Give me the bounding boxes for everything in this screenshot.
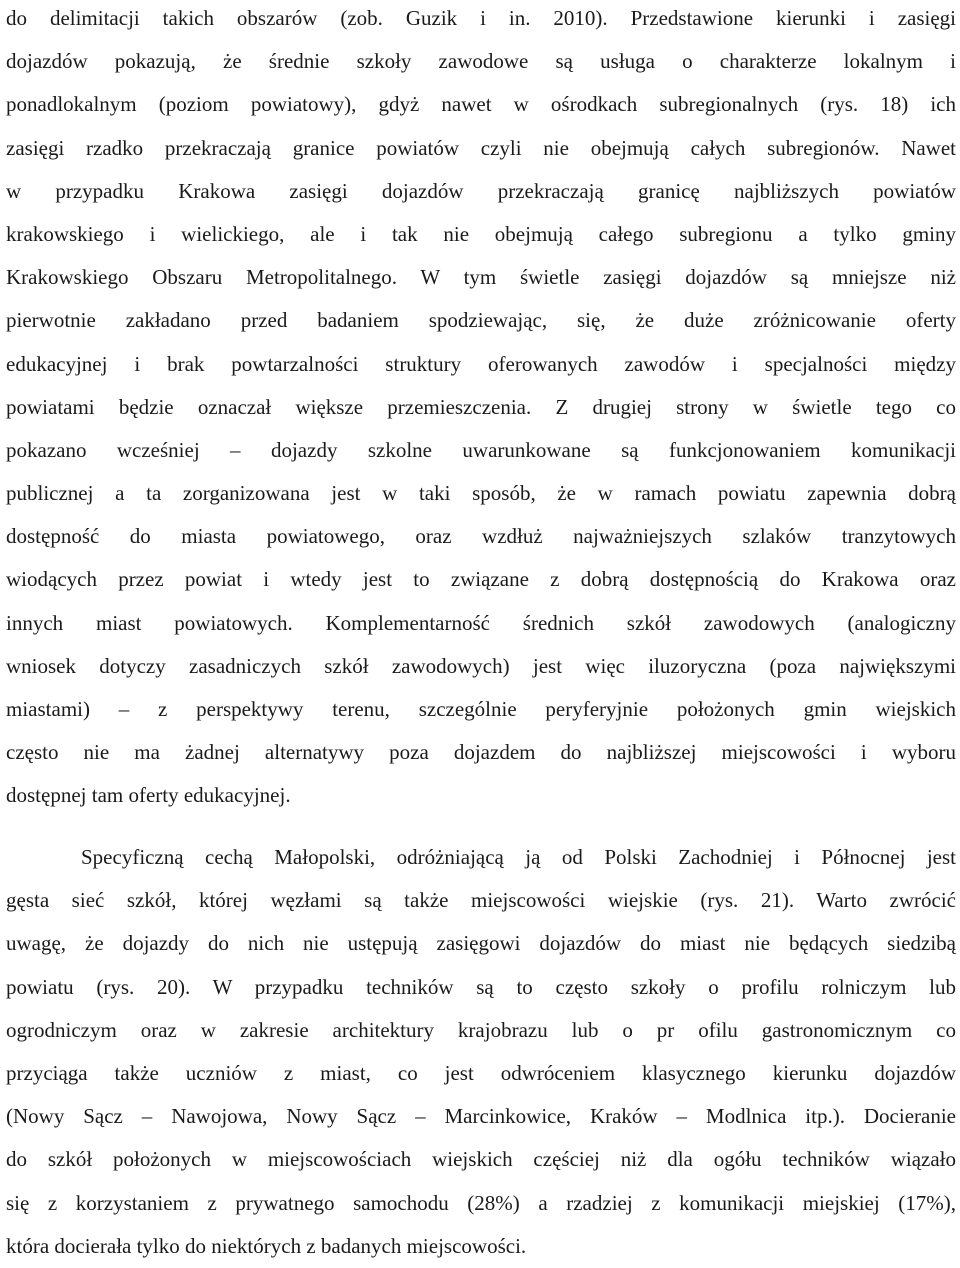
text-line: dostępność do miasta powiatowego, oraz wzdłuż najważniejszych szlaków tranzytowych bbox=[6, 524, 956, 549]
text-line: wniosek dotyczy zasadniczych szkół zawodowych) jest więc iluzoryczna (poza największymi bbox=[6, 653, 956, 678]
text-line: (Nowy Sącz – Nawojowa, Nowy Sącz – Marcinkowice, Kraków – Modlnica itp.). Docieranie bbox=[6, 1104, 956, 1129]
text-line: powiatu (rys. 20). W przypadku techników są to często szkoły o profilu rolniczym lub bbox=[6, 974, 956, 999]
text-line: Specyficzną cechą Małopolski, odróżniającą ją od Polski Zachodniej i Północnej jest bbox=[81, 845, 956, 869]
text-line: często nie ma żadnej alternatywy poza dojazdem do najbliższej miejscowości i wyboru bbox=[6, 740, 956, 765]
text-line: zasięgi rzadko przekraczają granice powiatów czyli nie obejmują całych subregionów. Nawet bbox=[6, 135, 956, 160]
text-line: dojazdów pokazują, że średnie szkoły zawodowe są usługa o charakterze lokalnym i bbox=[6, 49, 956, 74]
paragraph-2 bbox=[6, 836, 956, 1268]
text-line: dostępnej tam oferty edukacyjnej. bbox=[6, 783, 291, 808]
text-line: ponadlokalnym (poziom powiatowy), gdyż nawet w ośrodkach subregionalnych (rys. 18) ich bbox=[6, 92, 956, 117]
text-line: uwagę, że dojazdy do nich nie ustępują zasięgowi dojazdów do miast nie będących siedzibą bbox=[6, 931, 956, 956]
text-line: innych miast powiatowych. Komplementarność średnich szkół zawodowych (analogiczny bbox=[6, 610, 956, 635]
text-line: w przypadku Krakowa zasięgi dojazdów przekraczają granicę najbliższych powiatów bbox=[6, 178, 956, 203]
text-line: do delimitacji takich obszarów (zob. Guzik i in. 2010). Przedstawione kierunki i zasięgi bbox=[6, 6, 956, 30]
text-line: która docierała tylko do niektórych z badanych miejscowości. bbox=[6, 1233, 527, 1258]
text-line: pokazano wcześniej – dojazdy szkolne uwarunkowane są funkcjonowaniem komunikacji bbox=[6, 437, 956, 462]
text-line: gęsta sieć szkół, której węzłami są także miejscowości wiejskie (rys. 21). Warto zwrócić bbox=[6, 888, 956, 913]
text-line: przyciąga także uczniów z miast, co jest odwróceniem klasycznego kierunku dojazdów bbox=[6, 1060, 956, 1085]
text-line: edukacyjnej i brak powtarzalności struktury oferowanych zawodów i specjalności między bbox=[6, 351, 956, 376]
text-line: ogrodniczym oraz w zakresie architektury krajobrazu lub o pr ofilu gastronomicznym co bbox=[6, 1017, 956, 1042]
text-line: publicznej a ta zorganizowana jest w taki sposób, że w ramach powiatu zapewnia dobrą bbox=[6, 481, 956, 506]
text-line: miastami) – z perspektywy terenu, szczególnie peryferyjnie położonych gmin wiejskich bbox=[6, 697, 956, 721]
text-line: powiatami będzie oznaczał większe przemieszczenia. Z drugiej strony w świetle tego co bbox=[6, 394, 956, 419]
text-line: się z korzystaniem z prywatnego samochodu (28%) a rzadziej z komunikacji miejskiej (17%), bbox=[6, 1190, 956, 1215]
text-line: wiodących przez powiat i wtedy jest to związane z dobrą dostępnością do Krakowa oraz bbox=[6, 567, 956, 592]
text-line: krakowskiego i wielickiego, ale i tak nie obejmują całego subregionu a tylko gminy bbox=[6, 221, 956, 246]
paragraph-1 bbox=[6, 0, 956, 818]
text-line: do szkół położonych w miejscowościach wiejskich częściej niż dla ogółu techników wiązało bbox=[6, 1147, 956, 1172]
text-line: Krakowskiego Obszaru Metropolitalnego. W tym świetle zasięgi dojazdów są mniejsze niż bbox=[6, 265, 956, 290]
text-line: pierwotnie zakładano przed badaniem spodziewając, się, że duże zróżnicowanie oferty bbox=[6, 308, 956, 333]
